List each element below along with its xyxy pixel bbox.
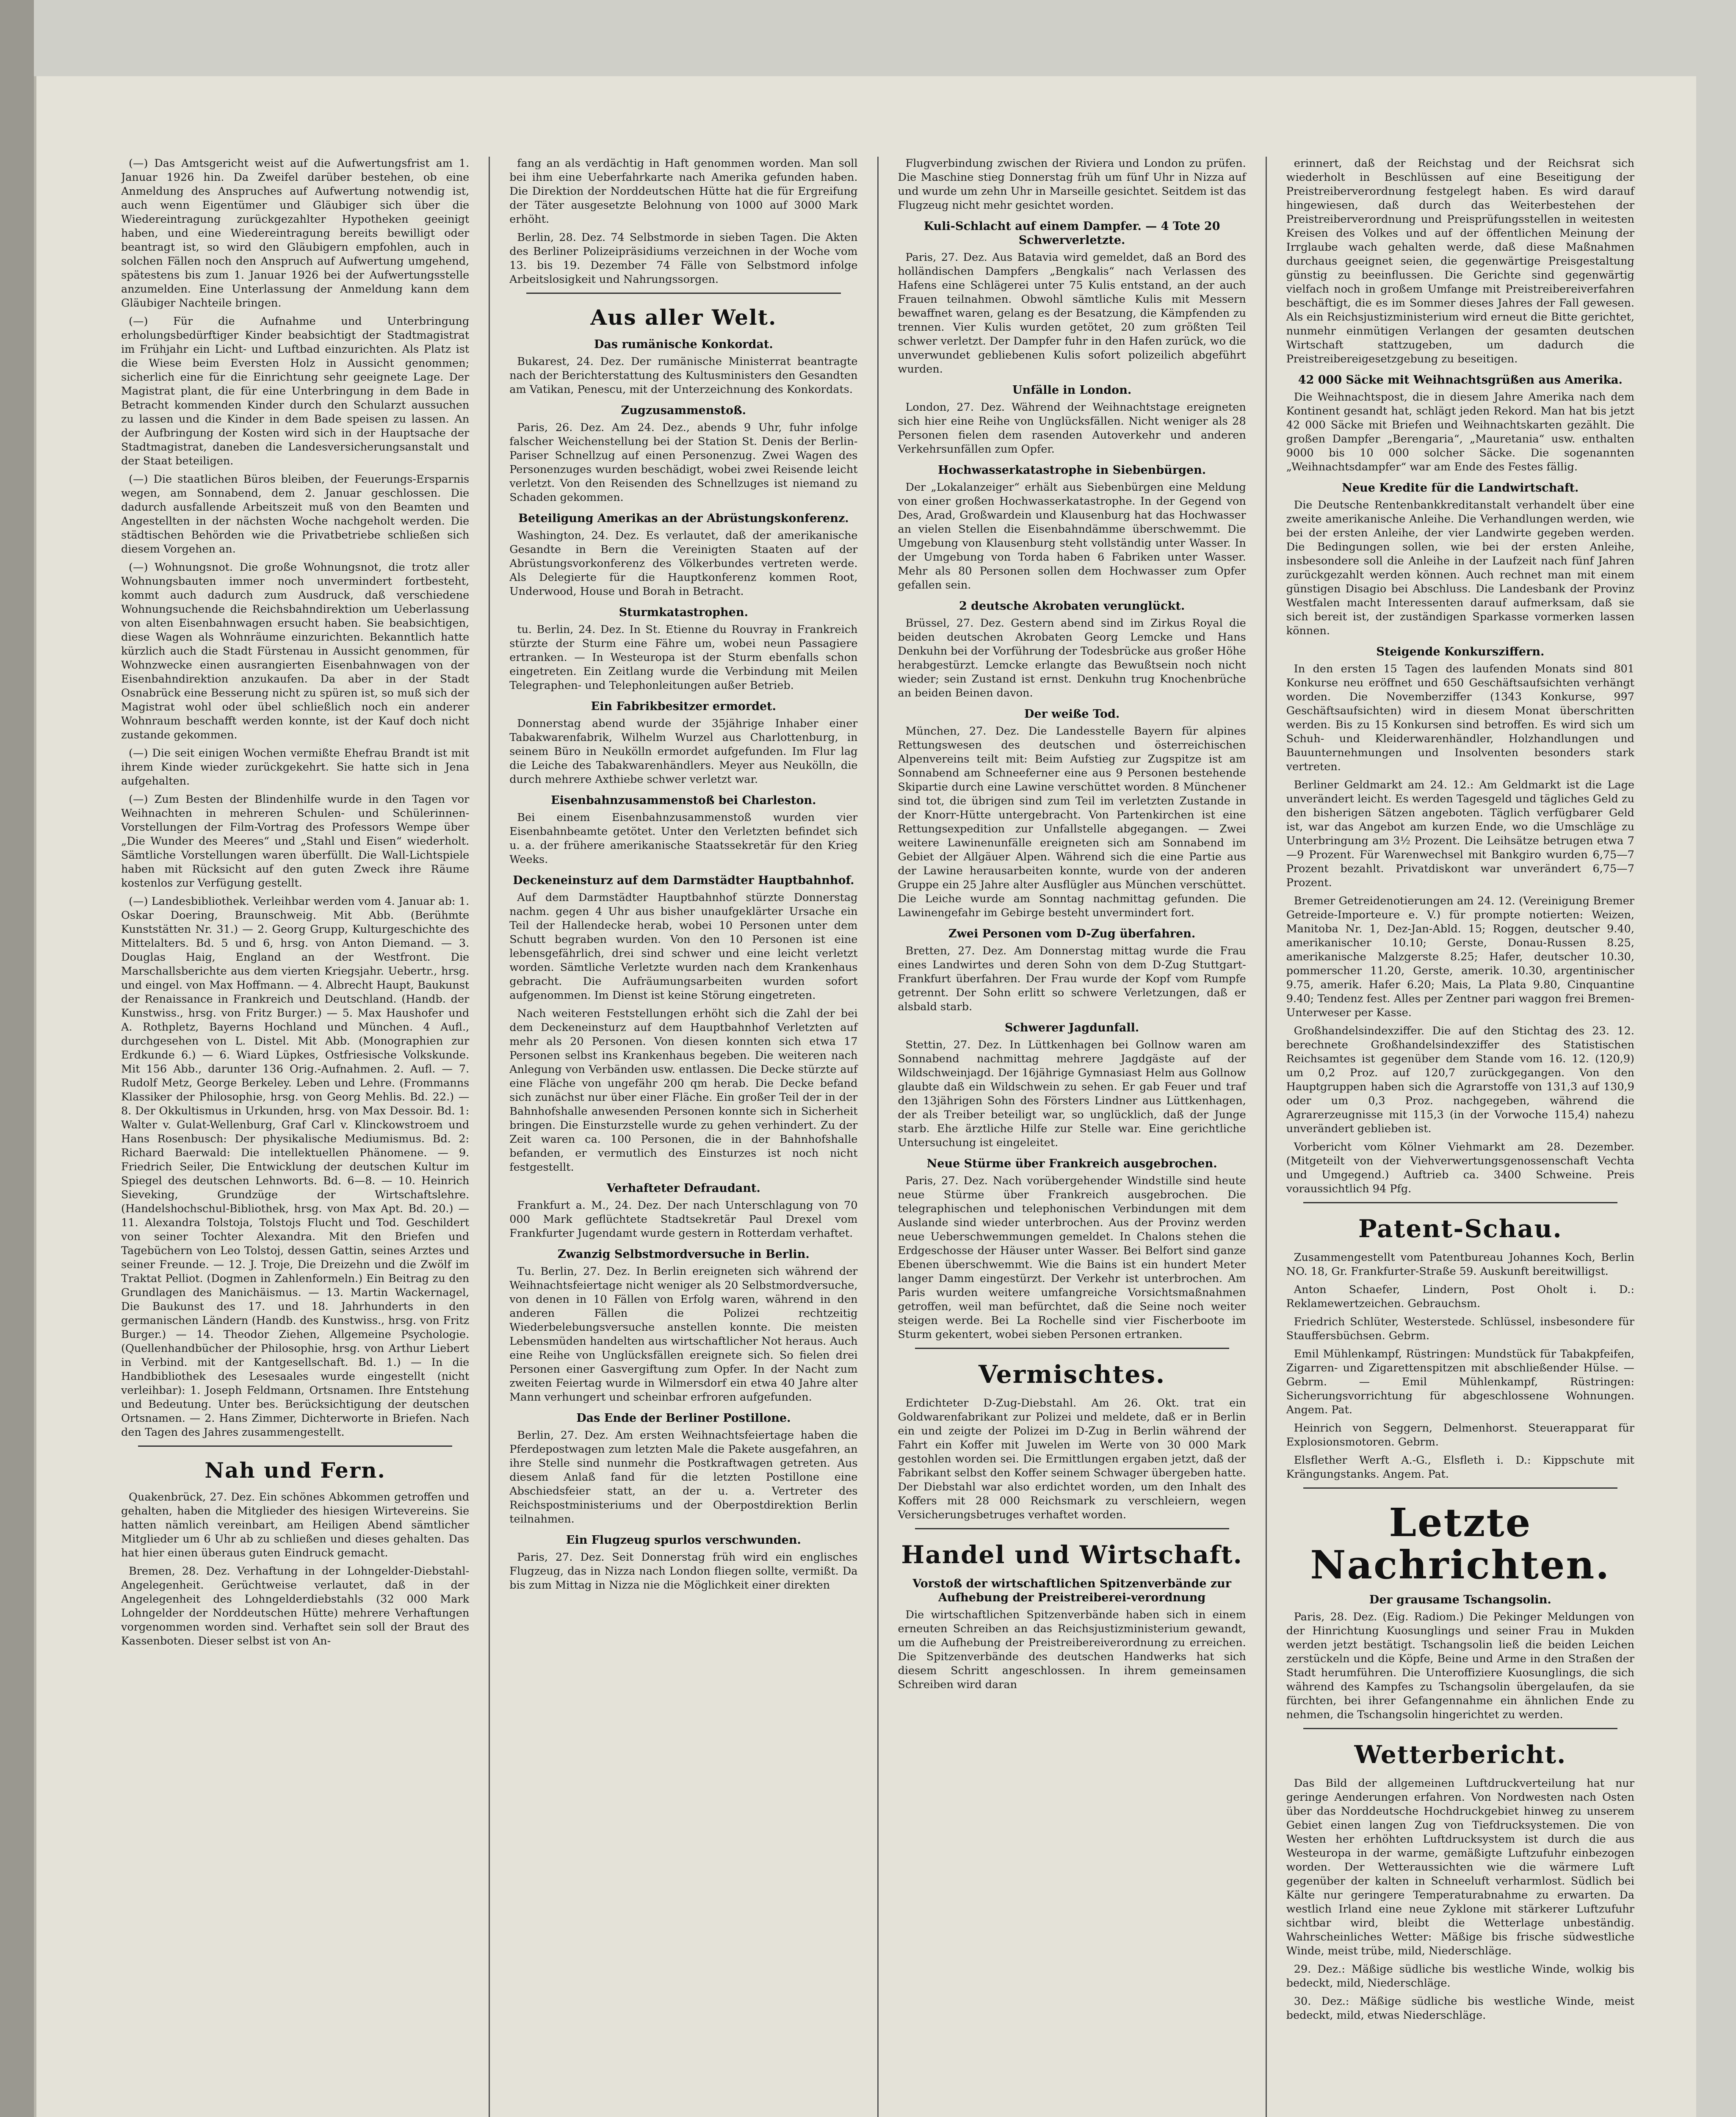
article: Washington, 24. Dez. Es verlautet, daß der amerikanische Gesandte in Bern die Vereinigten Staaten auf der Abrüstungsvorkonferenz des Völkerbundes vertreten werde. Als Delegierte für die Hauptkonferenz kommen Root, Underwood, House und Borah in Betracht. [509, 529, 858, 598]
article: (—) Das Amtsgericht weist auf die Aufwertungsfrist am 1. Januar 1926 hin. Da Zweifel darüber bestehen, ob eine Anmeldung des Anspruches auf Aufwertung notwendig ist, auch wenn Eigentümer und Gläubiger sich über die Wiedereintragung zurückgezahlter Hypotheken geeinigt haben, und eine Wiedereintragung bereits bewilligt oder beantragt ist, so wird den Gläubigern empfohlen, auch in solchen Fällen noch den Anspruch auf Aufwertung umgehend, spätestens bis zum 1. Januar 1926 bei der Aufwertungsstelle anzumelden. Eine Unterlassung der Anmeldung kann dem Gläubiger Nachteile bringen. [121, 157, 470, 310]
article: Großhandelsindexziffer. Die auf den Stichtag des 23. 12. berechnete Großhandelsindexziffer des Statistischen Reichsamtes ist gegenüber dem Stande vom 16. 12. (120,9) um 0,2 Proz. auf 120,7 zurückgegangen. Von den Hauptgruppen haben sich die Agrarstoffe von 131,3 auf 130,9 oder um 0,3 Proz. nachgegeben, während die Agrarerzeugnisse mit 115,3 (in der Vorwoche 115,4) nahezu unverändert geblieben ist. [1286, 1025, 1634, 1135]
columns [121, 157, 1654, 2117]
article: Bei einem Eisenbahnzusammenstoß wurden vier Eisenbahnbeamte getötet. Unter den Verletzten befindet sich u. a. der frühere amerikanische Staatssekretär für den Krieg Weeks. [509, 811, 858, 866]
article: Bretten, 27. Dez. Am Donnerstag mittag wurde die Frau eines Landwirtes und deren Sohn von dem D-Zug Stuttgart-Frankfurt überfahren. Der Frau wurde der Kopf vom Rumpfe getrennt. Der Sohn erlitt so schwere Verletzungen, daß er alsbald starb. [898, 945, 1246, 1013]
headline: Das Ende der Berliner Postillone. [576, 1412, 791, 1425]
article: Flugverbindung zwischen der Riviera und London zu prüfen. Die Maschine stieg Donnerstag früh um fünf Uhr in Nizza auf und wurde um zehn Uhr in Marseille gesichtet. Seitdem ist das Flugzeug nicht mehr gesichtet worden. [898, 157, 1246, 212]
column-2 [489, 157, 877, 2117]
article: Zusammengestellt vom Patentbureau Johannes Koch, Berlin NO. 18, Gr. Frankfurter-Straße 59. Auskunft bereitwilligst. [1286, 1251, 1634, 1278]
article: tu. Berlin, 24. Dez. In St. Etienne du Rouvray in Frankreich stürzte der Sturm eine Fähre um, wobei neun Passagiere ertranken. — In Westeuropa ist der Sturm ebenfalls schon eingetreten. Ein Zeitlang wurde die Verbindung mit Meilen Telegraphen- und Telephonleitungen außer Betrieb. [509, 623, 858, 692]
article: erinnert, daß der Reichstag und der Reichsrat sich wiederholt in Beschlüssen auf eine Beseitigung der Preistreiberverordnung festgelegt haben. Es wird darauf hingewiesen, daß durch das Weiterbestehen der Preistreiberverordnung und Preisprüfungsstellen in weitesten Kreisen des Volkes und auf der öffentlichen Meinung der Irrglaube wach gehalten werde, daß diese Maßnahmen durchaus geeignet seien, die gegenwärtige Preisgestaltung günstig zu beeinflussen. Die Gerichte sind gegenwärtig vielfach noch in großem Umfange mit Preistreibereiverfahren beschäftigt, die es im Sommer dieses Jahres der Fall gewesen. Als ein Reichsjustizministerium wird erneut die Bitte gerichtet, nunmehr einmütigen Verlangen der gesamten deutschen Wirtschaft stattzugeben, um dadurch die Preistreibereigesetzgebung zu beseitigen. [1286, 157, 1634, 365]
article: (—) Landesbibliothek. Verleihbar werden vom 4. Januar ab: 1. Oskar Doering, Braunschweig. Mit Abb. (Berühmte Kunststätten Nr. 31.) — 2. Georg Grupp, Kulturgeschichte des Mittelalters. Bd. 5 und 6, hrsg. von Anton Diemand. — 3. Douglas Haig, England an der Westfront. Die Marschallsberichte aus dem vierten Kriegsjahr. Uebertr., hrsg. und eingel. von Max Hoffmann. — 4. Albrecht Haupt, Baukunst der Renaissance in Frankreich und Deutschland. (Handb. der Kunstwiss., hrsg. von Fritz Burger.) — 5. Max Haushofer und A. Rothpletz, Bayerns Hochland und München. 4 Aufl., durchgesehen von L. Distel. Mit Abb. (Monographien zur Erdkunde 6.) — 6. Wiard Lüpkes, Ostfriesische Volkskunde. Mit 156 Abb., darunter 136 Orig.-Aufnahmen. 2. Aufl. — 7. Rudolf Metz, George Berkeley. Leben und Lehre. (Frommanns Klassiker der Philosophie, hrsg. von Georg Mehlis. Bd. 22.) — 8. Der Okkultismus in Urkunden, hrsg. von Max Dessoir. Bd. 1: Walter v. Gulat-Wellenburg, Graf Carl v. Klinckowstroem und Hans Rosenbusch: Der physikalische Mediumismus. Bd. 2: Richard Baerwald: Die intellektuellen Phänomene. — 9. Friedrich Seiler, Die Entwicklung der deutschen Kultur im Spiegel des deutschen Lehnworts. Bd. 6—8. — 10. Heinrich Sieveking, Grundzüge der Wirtschaftslehre. (Handelshochschul-Bibliothek, hrsg. von Max Apt. Bd. 20.) — 11. Alexandra Tolstoja, Tolstojs Flucht und Tod. Geschildert von seiner Tochter Alexandra. Mit den Briefen und Tagebüchern von Leo Tolstoj, dessen Gattin, seines Arztes und seiner Freunde. — 12. J. Troje, Die Dreizehn und die Zwölf im Traktat Pelliot. (Dogmen in Zahlenformeln.) Ein Beitrag zu den Grundlagen des Manichäismus. — 13. Martin Wackernagel, Die Baukunst des 17. und 18. Jahrhunderts in den germanischen Ländern (Handb. des Kunstwiss., hrsg. von Fritz Burger.) — 14. Theodor Ziehen, Allgemeine Psychologie. (Quellenhandbücher der Philosophie, hrsg. von Arthur Liebert in Verbind. mit der Kantgesellschaft. Bd. 1.) — In die Handbibliothek des Lesesaales wurde eingestellt (nicht verleihbar): 1. Joseph Feldmann, Ortsnamen. Ihre Entstehung und Bedeutung. Unter bes. Berücksichtigung der deutschen Ortsnamen. — 2. Hans Zimmer, Dichterworte in Briefen. Nach den Tagen des Jahres zusammengestellt. [121, 895, 470, 1439]
article: Stettin, 27. Dez. In Lüttkenhagen bei Gollnow waren am Sonnabend nachmittag mehrere Jagdgäste auf der Wildschweinjagd. Der 16jährige Gymnasiast Helm aus Gollnow glaubte daß ein Wildschwein zu sehen. Er gab Feuer und traf den 13jährigen Sohn des Försters Lindner aus Lüttkenhagen, der als Treiber beteiligt war, so unglücklich, daß der Junge starb. Ehe ärztliche Hilfe zur Stelle war. Eine gerichtliche Untersuchung ist eingeleitet. [898, 1039, 1246, 1149]
headline: Verhafteter Defraudant. [606, 1182, 760, 1195]
article: Paris, 27. Dez. Aus Batavia wird gemeldet, daß an Bord des holländischen Dampfers „Bengkalis“ nach Verlassen des Hafens eine Schlägerei unter 75 Kulis entstand, an der auch Frauen teilnahmen. Obwohl sämtliche Kulis mit Messern bewaffnet waren, gelang es der Besatzung, die Kämpfenden zu trennen. Vier Kulis wurden getötet, 20 zum größten Teil schwer verletzt. Der Dampfer fuhr in den Hafen zurück, wo die unverwundet gebliebenen Kulis sofort polizeilich abgeführt wurden. [898, 251, 1246, 376]
headline: Vorstoß der wirtschaftlichen Spitzenverbände zur Aufhebung der Preistreiberei-verordnung [912, 1577, 1232, 1604]
column-4 [1266, 157, 1654, 2117]
headline: Der weiße Tod. [1024, 708, 1120, 721]
article: Bremer Getreidenotierungen am 24. 12. (Vereinigung Bremer Getreide-Importeure e. V.) für prompte notierten: Weizen, Manitoba Nr. 1, Dez-Jan-Abld. 15; Roggen, deutscher 9.40, amerikanischer 10.10; Gerste, Donau-Russen 8.25, amerikanische Malzgerste 8.25; Hafer, deutscher 10.30, pommerscher 11.20, Gerste, amerik. 10.30, argentinischer 9.75, amerik. Hafer 6.20; Mais, La Plata 9.80, Cinquantine 9.40; Tendenz fest. Alles per Zentner pari waggon frei Bremen-Unterweser per Kasse. [1286, 895, 1634, 1019]
section-heading-vermischtes: Vermischtes. [979, 1360, 1166, 1389]
article: 30. Dez.: Mäßige südliche bis westliche Winde, meist bedeckt, mild, etwas Niederschläge. [1286, 1995, 1634, 2022]
headline: Ein Fabrikbesitzer ermordet. [591, 700, 777, 713]
article: Brüssel, 27. Dez. Gestern abend sind im Zirkus Royal die beiden deutschen Akrobaten Georg Lemcke und Hans Denkuhn bei der Vorführung der Todesbrücke aus großer Höhe herabgestürzt. Lemcke erlangte das Bewußtsein noch nicht wieder; sein Zustand ist ernst. Denkuhn trug Knochenbrüche an beiden Beinen davon. [898, 617, 1246, 699]
headline: Schwerer Jagdunfall. [1004, 1021, 1139, 1034]
section-divider [915, 1348, 1229, 1349]
section-heading-patent-schau: Patent-Schau. [1358, 1214, 1562, 1243]
section-divider [138, 1445, 452, 1447]
headline: Unfälle in London. [1012, 384, 1132, 397]
article: (—) Für die Aufnahme und Unterbringung erholungsbedürftiger Kinder beabsichtigt der Stadtmagistrat im Frühjahr ein Licht- und Luftbad einzurichten. Als Platz ist die Wiese beim Eversten Holz in Aussicht genommen; sicherlich eine für die Einrichtung sehr geeignete Lage. Der Magistrat plant, die für eine Unterbringung in dem Bade in Betracht kommenden Kinder durch den Schularzt aussuchen zu lassen und die Kinder in dem Bade speisen zu lassen. An der Aufbringung der Kosten wird sich in der Hauptsache der Stadtmagistrat, daneben die Landesversicherungsanstalt und der Staat beteiligen. [121, 315, 470, 467]
section-heading-wetterbericht: Wetterbericht. [1354, 1740, 1567, 1769]
article: In den ersten 15 Tagen des laufenden Monats sind 801 Konkurse neu eröffnet und 650 Geschäftsaufsichten verhängt worden. Die Novemberziffer (1343 Konkurse, 997 Geschäftsaufsichten) wird in diesem Monat überschritten werden. Bis zu 15 Konkursen sind betroffen. Es wird sich um Schuh- und Kleiderwarenhändler, Holzhandlungen und Bauunternehmungen und Insolventen besonders stark vertreten. [1286, 663, 1634, 773]
headline: Hochwasserkatastrophe in Siebenbürgen. [938, 464, 1206, 477]
article: Berlin, 28. Dez. 74 Selbstmorde in sieben Tagen. Die Akten des Berliner Polizeipräsidiums verzeichnen in der Woche vom 13. bis 19. Dezember 74 Fälle von Selbstmord infolge Arbeitslosigkeit und Nahrungssorgen. [509, 231, 858, 286]
article: Anton Schaefer, Lindern, Post Oholt i. D.: Reklamewertzeichen. Gebrauchsm. [1286, 1283, 1634, 1310]
article: Friedrich Schlüter, Westerstede. Schlüssel, insbesondere für Stauffersbüchsen. Gebrm. [1286, 1316, 1634, 1342]
headline: Ein Flugzeug spurlos verschwunden. [566, 1534, 801, 1547]
article: (—) Zum Besten der Blindenhilfe wurde in den Tagen vor Weihnachten in mehreren Schulen- und Schülerinnen-Vorstellungen der Film-Vortrag des Professors Wempe über „Die Wunder des Meeres“ und „Stahl und Eisen“ wiederholt. Sämtliche Vorstellungen waren überfüllt. Die Wall-Lichtspiele haben mit Rücksicht auf den guten Zweck ihre Räume kostenlos zur Verfügung gestellt. [121, 793, 470, 890]
article: Nach weiteren Feststellungen erhöht sich die Zahl der bei dem Deckeneinsturz auf dem Hauptbahnhof Verletzten auf mehr als 20 Personen. Von diesen konnten sich etwa 17 Personen selbst ins Krankenhaus begeben. Die weiteren nach Anlegung von Verbänden usw. entlassen. Die Decke stürzte auf eine Fläche von ungefähr 200 qm herab. Die Decke befand sich zunächst nur über einer Fläche. Ein großer Teil der in der Bahnhofshalle anwesenden Personen konnte sich in Sicherheit bringen. Die Einsturzstelle wurde zu gehen verhindert. Zu der Zeit waren ca. 100 Personen, die in der Bahnhofshalle befanden, er vermutlich des Einsturzes ist noch nicht festgestellt. [509, 1007, 858, 1174]
article: Der „Lokalanzeiger“ erhält aus Siebenbürgen eine Meldung von einer großen Hochwasserkatastrophe. In der Gegend von Des, Arad, Großwardein und Klausenburg hat das Hochwasser an vielen Stellen die Eisenbahndämme überschwemmt. Die Umgebung von Klausenburg steht vollständig unter Wasser. In der Umgebung von Torda haben 6 Fabriken unter Wasser. Mehr als 80 Personen sollen dem Hochwasser zum Opfer gefallen sein. [898, 481, 1246, 591]
article: Paris, 27. Dez. Nach vorübergehender Windstille sind heute neue Stürme über Frankreich ausgebrochen. Die telegraphischen und telephonischen Verbindungen mit dem Auslande sind wieder unterbrochen. Aus der Provinz werden neue Ueberschwemmungen gemeldet. In Chalons stehen die Erdgeschosse der Häuser unter Wasser. Bei Belfort sind ganze Ebenen überschwemmt. Wie die Bains ist ein hundert Meter langer Damm eingestürzt. Der Verkehr ist unterbrochen. Am Paris wurden weitere umfangreiche Vorsichtsmaßnahmen getroffen, weil man befürchtet, daß die Seine noch weiter steigen werde. Bei La Rochelle sind vier Fischerboote im Sturm gekentert, wobei sieben Personen ertranken. [898, 1175, 1246, 1341]
page-edge-shadow [0, 0, 34, 2117]
section-divider [915, 1528, 1229, 1529]
section-divider [1303, 1728, 1617, 1729]
article: Emil Mühlenkampf, Rüstringen: Mundstück für Tabakpfeifen, Zigarren- und Zigarettenspitzen mit abschließender Hülse. — Gebrm. — Emil Mühlenkampf, Rüstringen: Sicherungsvorrichtung für abgeschlossene Wohnungen. Angem. Pat. [1286, 1348, 1634, 1416]
headline: Sturmkatastrophen. [619, 606, 748, 619]
section-heading-handel-und-wirtschaft: Handel und Wirtschaft. [901, 1540, 1243, 1569]
article: Die Deutsche Rentenbankkreditanstalt verhandelt über eine zweite amerikanische Anleihe. Die Verhandlungen werden, wie bei der ersten Anleihe, der vier Landwirte gegeben werden. Die Bedingungen sollen, wie bei der ersten Anleihe, insbesondere soll die Anleihe in der Laufzeit nach fünf Jahren zurückgezahlt werden können. Auch rechnet man mit einem günstigen Disagio bei Abschluss. Die Landesbank der Provinz Westfalen macht Interessenten darauf aufmerksam, daß sie sich bereit ist, der zuständigen Sparkasse vormerken lassen können. [1286, 499, 1634, 637]
newspaper-page [34, 76, 1696, 2117]
article: Paris, 27. Dez. Seit Donnerstag früh wird ein englisches Flugzeug, das in Nizza nach London fliegen sollte, vermißt. Da bis zum Mittag in Nizza nie die Möglichkeit einer direkten [509, 1551, 858, 1592]
article: (—) Die seit einigen Wochen vermißte Ehefrau Brandt ist mit ihrem Kinde wieder zurückgekehrt. Sie hatte sich in Jena aufgehalten. [121, 747, 470, 788]
article: Auf dem Darmstädter Hauptbahnhof stürzte Donnerstag nachm. gegen 4 Uhr aus bisher unaufgeklärter Ursache ein Teil der Hallendecke herab, wobei 10 Personen unter dem Schutt begraben wurden. Von den 10 Personen ist eine lebensgefährlich, drei sind schwer und eine leicht verletzt worden. Sämtliche Verletzte wurden nach dem Krankenhaus gebracht. Die Aufräumungsarbeiten wurden sofort aufgenommen. Im Dienst ist keine Störung eingetreten. [509, 891, 858, 1002]
section-divider [1303, 1487, 1617, 1489]
headline: Zwei Personen vom D-Zug überfahren. [948, 927, 1196, 940]
headline: Neue Stürme über Frankreich ausgebrochen. [926, 1157, 1217, 1170]
article: Vorbericht vom Kölner Viehmarkt am 28. Dezember. (Mitgeteilt von der Viehverwertungsgenossenschaft Vechta und Umgegend.) Auftrieb ca. 3400 Schweine. Preis voraussichtlich 94 Pfg. [1286, 1141, 1634, 1195]
section-heading-aus-aller-welt: Aus aller Welt. [590, 305, 777, 330]
article: München, 27. Dez. Die Landesstelle Bayern für alpines Rettungswesen des deutschen und österreichischen Alpenvereins teilt mit: Beim Aufstieg zur Zugspitze ist am Sonnabend am Schneeferner eine aus 9 Personen bestehende Skipartie durch eine Lawine verschüttet worden. 8 Münchener sind tot, die übrigen sind zum Teil im verletzten Zustande in der Knorr-Hütte untergebracht. Von Partenkirchen ist eine Rettungsexpedition zur Unfallstelle abgegangen. — Zwei weitere Lawinenunfälle ereigneten sich am Sonnabend im Gebiet der Allgäuer Alpen. Während sich die eine Partie aus der Lawine herausarbeiten konnte, wurde von der anderen Gruppe ein 25 Jahre alter Ausflügler aus München verschüttet. Die Leiche wurde am Sonntag nachmittag gefunden. Die Lawinengefahr im Gebirge besteht unvermindert fort. [898, 725, 1246, 919]
article: Paris, 26. Dez. Am 24. Dez., abends 9 Uhr, fuhr infolge falscher Weichenstellung bei der Station St. Denis der Berlin-Pariser Schnellzug auf einen Personenzug. Zwei Wagen des Personenzuges wurden beschädigt, wobei zwei Reisende leicht verletzt. Von den Reisenden des Schnellzuges ist niemand zu Schaden gekommen. [509, 421, 858, 504]
article: 29. Dez.: Mäßige südliche bis westliche Winde, wolkig bis bedeckt, mild, Niederschläge. [1286, 1963, 1634, 1990]
headline: 2 deutsche Akrobaten verunglückt. [959, 600, 1185, 613]
headline: Steigende Konkursziffern. [1376, 645, 1545, 658]
article: (—) Die staatlichen Büros bleiben, der Feuerungs-Ersparnis wegen, am Sonnabend, dem 2. Januar geschlossen. Die dadurch ausfallende Arbeitszeit muß von den Beamten und Angestellten in der nächsten Woche nachgeholt werden. Die städtischen Behörden wie die Privatbetriebe schließen sich diesem Vorgehen an. [121, 473, 470, 556]
article: Heinrich von Seggern, Delmenhorst. Steuerapparat für Explosionsmotoren. Gebrm. [1286, 1422, 1634, 1448]
headline: Kuli-Schlacht auf einem Dampfer. — 4 Tote 20 Schwerverletzte. [923, 220, 1220, 247]
article: London, 27. Dez. Während der Weihnachtstage ereigneten sich hier eine Reihe von Unglücksfällen. Nicht weniger als 28 Personen fielen dem rasenden Autoverkehr und anderen Verkehrsunfällen zum Opfer. [898, 401, 1246, 456]
headline: Der grausame Tschangsolin. [1369, 1593, 1551, 1606]
headline: Deckeneinsturz auf dem Darmstädter Hauptbahnhof. [513, 874, 854, 887]
article: Bremen, 28. Dez. Verhaftung in der Lohngelder-Diebstahl-Angelegenheit. Gerüchtweise verlautet, daß in der Angelegenheit des Lohngelderdiebstahls (32 000 Mark Lohngelder der Norddeutschen Hütte) mehrere Verhaftungen vorgenommen worden sind. Verhaftet sein soll der Braut des Kassenboten. Dieser selbst ist von An- [121, 1565, 470, 1647]
article: Paris, 28. Dez. (Eig. Radiom.) Die Pekinger Meldungen von der Hinrichtung Kuosunglings und seiner Frau in Mukden werden jetzt bestätigt. Tschangsolin ließ die beiden Leichen zerstückeln und die Köpfe, Beine und Arme in den Straßen der Stadt herumführen. Die Unteroffiziere Kuosunglings, die sich während des Kampfes zu Tschangsolin übergelaufen, da sie fürchten, bei ihrer Gefangennahme ein ähnlichen Ende zu nehmen, die Tschangsolin hingerichtet zu werden. [1286, 1611, 1634, 1721]
column-3 [877, 157, 1266, 2117]
article: Das Bild der allgemeinen Luftdruckverteilung hat nur geringe Aenderungen erfahren. Von Nordwesten nach Osten über das Norddeutsche Hochdruckgebiet hinweg zu unserem Gebiet einen langen Zug von Tiefdrucksystemen. Die von Westen her erhöhten Luftdrucksystem ist durch die aus Westeuropa in der warme, gemäßigte Luftzufuhr einbezogen worden. Der Wetteraussichten wie die wärmere Luft gegenüber der kalten in Schneeluft verharmlost. Südlich bei Kälte nur geringere Temperaturabnahme zu erwarten. Da westlich Irland eine neue Zyklone mit stärkerer Luftzufuhr sichtbar wird, bleibt die Wetterlage unbeständig. Wahrscheinliches Wetter: Mäßige bis frische südwestliche Winde, meist trübe, mild, Niederschläge. [1286, 1777, 1634, 1957]
headline: Das rumänische Konkordat. [594, 338, 773, 351]
headline: 42 000 Säcke mit Weihnachtsgrüßen aus Amerika. [1298, 373, 1623, 387]
headline: Beteiligung Amerikas an der Abrüstungskonferenz. [518, 512, 849, 525]
column-1 [121, 157, 489, 2117]
section-heading-letzte-nachrichten: Letzte Nachrichten. [1310, 1500, 1611, 1588]
section-divider [1303, 1202, 1617, 1203]
headline: Zugzusammenstoß. [621, 404, 746, 417]
headline: Neue Kredite für die Landwirtschaft. [1342, 481, 1579, 495]
article: Die Weihnachtspost, die in diesem Jahre Amerika nach dem Kontinent gesandt hat, schlägt jeden Rekord. Man hat bis jetzt 42 000 Säcke mit Briefen und Weihnachtskarten gezählt. Die großen Dampfer „Berengaria“, „Mauretania“ usw. enthalten 9000 bis 10 000 solcher Säcke. Die sogenannten „Weihnachtsdampfer“ war am Ende des Festes fällig. [1286, 391, 1634, 473]
article: Elsflether Werft A.-G., Elsfleth i. D.: Kippschute mit Krängungstanks. Angem. Pat. [1286, 1454, 1634, 1481]
headline: Zwanzig Selbstmordversuche in Berlin. [558, 1248, 810, 1261]
article: Tu. Berlin, 27. Dez. In Berlin ereigneten sich während der Weihnachtsfeiertage nicht weniger als 20 Selbstmordversuche, von denen in 10 Fällen von Erfolg waren, während in den anderen Fällen die Polizei rechtzeitig Wiederbelebungsversuche anstellen konnte. Die meisten Lebensmüden handelten aus wirtschaftlicher Not heraus. Auch eine Reihe von Unglücksfällen ereignete sich. So fielen drei Personen einer Gasvergiftung zum Opfer. In der Nacht zum zweiten Feiertag wurde in Wilmersdorf ein etwa 40 Jahre alter Mann verhungert und scheinbar erfroren aufgefunden. [509, 1265, 858, 1404]
article: Bukarest, 24. Dez. Der rumänische Ministerrat beantragte nach der Berichterstattung des Kultusministers den Gesandten am Vatikan, Penescu, mit der Unterzeichnung des Konkordats. [509, 355, 858, 396]
article: Quakenbrück, 27. Dez. Ein schönes Abkommen getroffen und gehalten, haben die Mitglieder des hiesigen Wirtevereins. Sie hatten nämlich vereinbart, am Heiligen Abend sämtlicher Mitglieder um 6 Uhr ab zu schließen und dieses gehalten. Das hat hier einen überaus guten Eindruck gemacht. [121, 1491, 470, 1559]
headline: Eisenbahnzusammenstoß bei Charleston. [551, 794, 816, 807]
article: Berlin, 27. Dez. Am ersten Weihnachtsfeiertage haben die Pferdepostwagen zum letzten Male die Pakete ausgefahren, an ihre Stelle sind nunmehr die Postkraftwagen getreten. Aus diesem Anlaß fand für die letzten Postillone eine Abschiedsfeier statt, an der u. a. Vertreter des Reichspostministeriums und der Oberpostdirektion Berlin teilnahmen. [509, 1429, 858, 1526]
article: Donnerstag abend wurde der 35jährige Inhaber einer Tabakwarenfabrik, Wilhelm Wurzel aus Charlottenburg, in seinem Büro in Neukölln ermordet aufgefunden. Im Flur lag die Leiche des Tabakwarenhändlers. Meyer aus Neukölln, die durch mehrere Axthiebe schwer verletzt war. [509, 717, 858, 786]
article: Frankfurt a. M., 24. Dez. Der nach Unterschlagung von 70 000 Mark geflüchtete Stadtsekretär Paul Drexel vom Frankfurter Jugendamt wurde gestern in Rotterdam verhaftet. [509, 1199, 858, 1240]
article: (—) Wohnungsnot. Die große Wohnungsnot, die trotz aller Wohnungsbauten immer noch unvermindert fortbesteht, kommt auch dadurch zum Ausdruck, daß verschiedene Wohnungsuchende die Reichsbahndirektion um Ueberlassung von alten Eisenbahnwagen ersucht haben. Sie beabsichtigen, diese Wagen als Wohnräume einzurichten. Bekanntlich hatte kürzlich auch die Stadt Fürstenau in Aussicht genommen, für Wohnzwecke einen ausrangierten Eisenbahnwagen von der Eisenbahndirektion anzukaufen. Da aber in der Stadt Osnabrück eine Besserung nicht zu spüren ist, so muß sich der Magistrat wohl oder übel schließlich noch ein anderer Wohnraum beschafft werden konnte, ist der Kauf doch nicht zustande gekommen. [121, 561, 470, 741]
article: Die wirtschaftlichen Spitzenverbände haben sich in einem erneuten Schreiben an das Reichsjustizministerium gewandt, um die Aufhebung der Preistreibereiverordnung zu erreichen. Die Spitzenverbände des deutschen Handwerks hat sich diesem Schritt angeschlossen. In ihrem gemeinsamen Schreiben wird daran [898, 1608, 1246, 1691]
article: fang an als verdächtig in Haft genommen worden. Man soll bei ihm eine Ueberfahrkarte nach Amerika gefunden haben. Die Direktion der Norddeutschen Hütte hat die für Ergreifung der Täter ausgesetzte Belohnung von 1000 auf 3000 Mark erhöht. [509, 157, 858, 226]
article: Erdichteter D-Zug-Diebstahl. Am 26. Okt. trat ein Goldwarenfabrikant zur Polizei und meldete, daß er in Berlin ein und zeigte der Polizei im D-Zug in Berlin während der Fahrt ein Koffer mit Juwelen im Werte von 30 000 Mark gestohlen worden sei. Die Ermittlungen ergaben jetzt, daß der Fabrikant selbst den Koffer seinem Schwager übergeben hatte. Der Diebstahl war also erdichtet worden, um den Inhalt des Koffers mit 28 000 Reichsmark zu verschleiern, wegen Versicherungsbetruges verhaftet worden. [898, 1397, 1246, 1521]
section-heading-nah-und-fern: Nah und Fern. [205, 1458, 386, 1483]
article: Berliner Geldmarkt am 24. 12.: Am Geldmarkt ist die Lage unverändert leicht. Es werden Tagesgeld und tägliches Geld zu den bisherigen Sätzen angeboten. Täglich verfügbarer Geld ist, war das Angebot am kurzen Ende, wo die Umschläge zu Unterbringung am 3½ Prozent. Die Leihsätze betrugen etwa 7—9 Prozent. Für Warenwechsel mit Bankgiro wurden 6,75—7 Prozent bezahlt. Privatdiskont war unverändert 6,75—7 Prozent. [1286, 779, 1634, 889]
section-divider [526, 293, 840, 294]
